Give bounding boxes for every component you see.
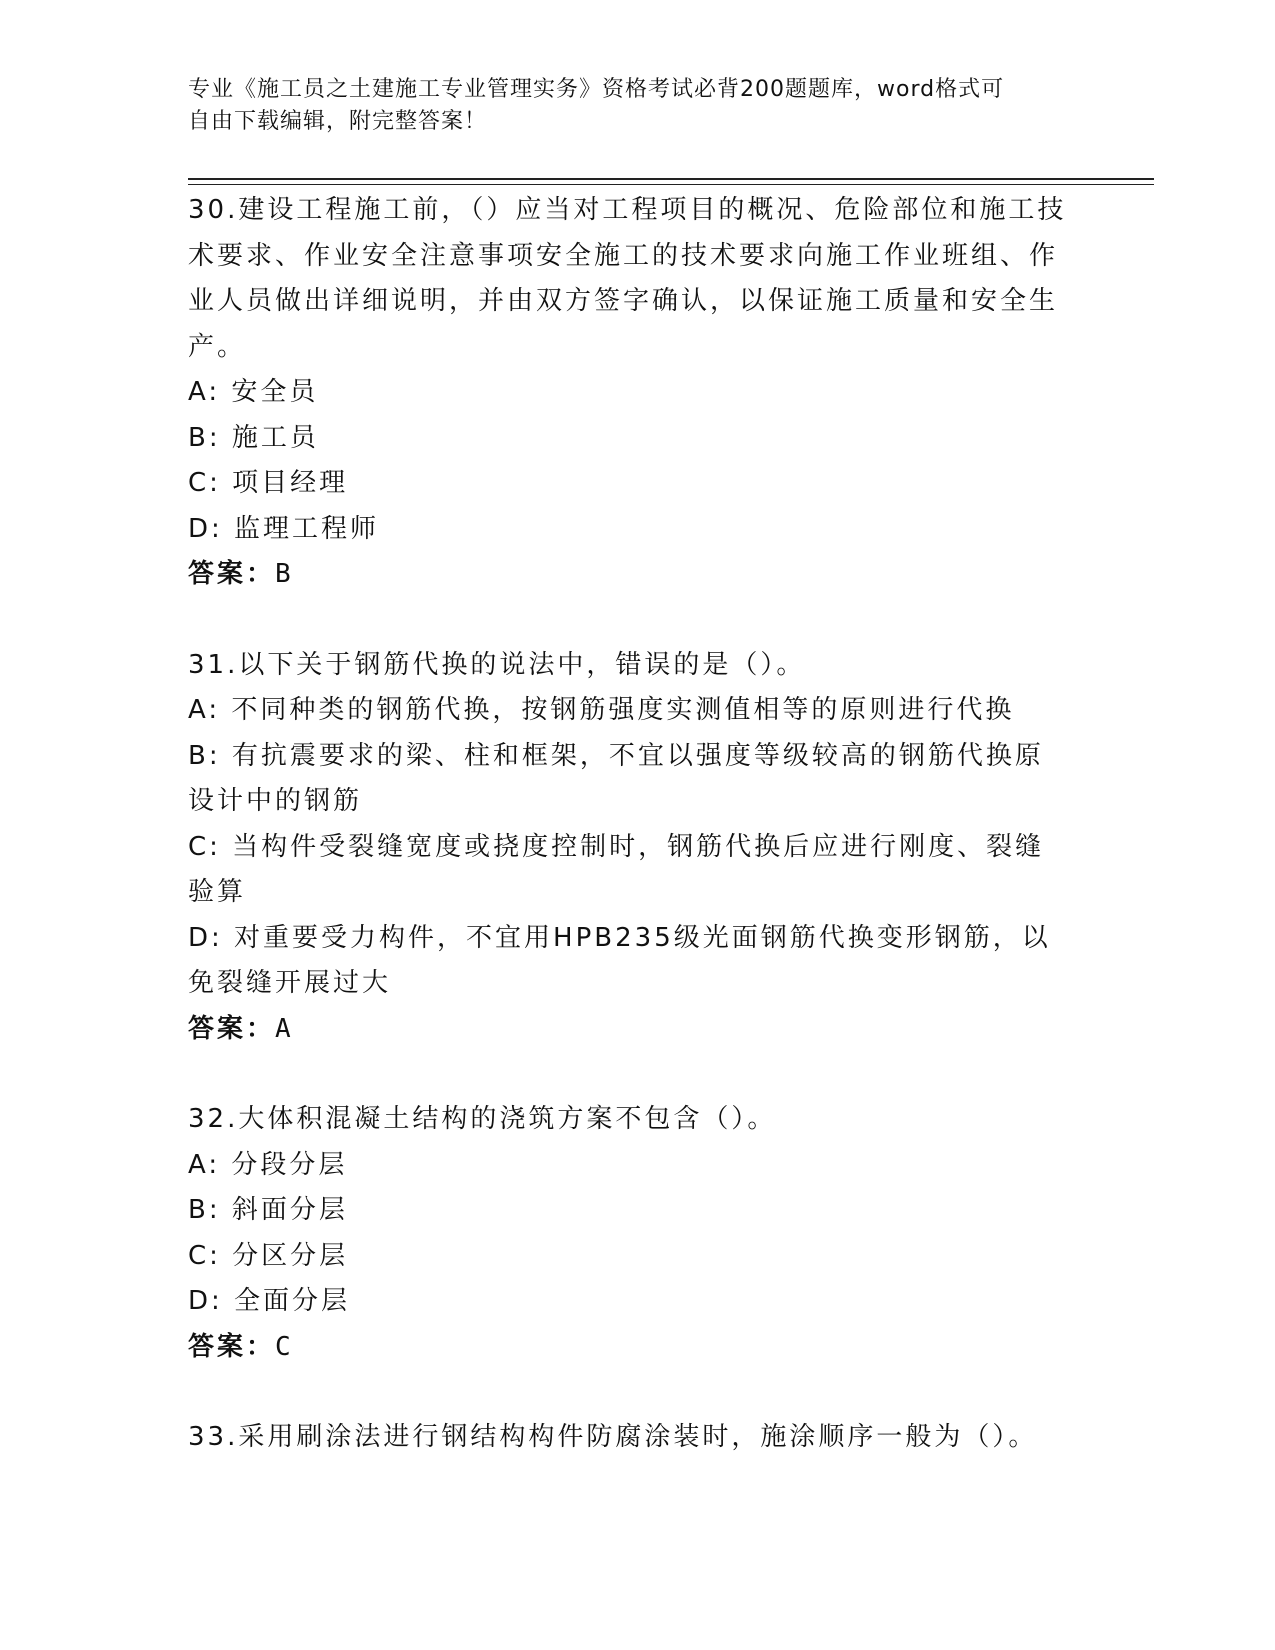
option-a: A: 安全员	[188, 377, 319, 407]
header-divider-thin	[188, 184, 1154, 185]
answer-line	[188, 1007, 1068, 1053]
question-text: 33.采用刷涂法进行钢结构构件防腐涂装时，施涂顺序一般为（）。	[188, 1422, 1038, 1452]
question-32	[188, 1097, 1068, 1370]
question-text: 32.大体积混凝土结构的浇筑方案不包含（）。	[188, 1104, 777, 1134]
question-text: 31.以下关于钢筋代换的说法中，错误的是（）。	[188, 649, 806, 680]
question-33	[188, 1415, 1068, 1461]
document-header	[188, 74, 1068, 138]
answer-label: 答案：	[188, 1331, 276, 1362]
answer-line	[188, 1325, 1068, 1371]
answer-line	[188, 552, 1068, 598]
header-line-2: 自由下载编辑，附完整答案！	[188, 109, 488, 134]
question-list	[188, 188, 1068, 1506]
option-d: D: 对重要受力构件，不宜用HPB235级光面钢筋代换变形钢筋，以免裂缝开展过大	[188, 922, 1051, 998]
question-31	[188, 643, 1068, 1053]
answer-value: C	[275, 1331, 294, 1362]
header-divider-thick	[188, 178, 1154, 180]
option-c: C: 项目经理	[188, 468, 349, 498]
option-c: C: 分区分层	[188, 1240, 349, 1271]
option-b: B: 斜面分层	[188, 1195, 348, 1225]
header-line-1: 专业《施工员之土建施工专业管理实务》资格考试必背200题题库，word格式可	[188, 77, 1005, 102]
option-b: B: 有抗震要求的梁、柱和框架，不宜以强度等级较高的钢筋代换原设计中的钢筋	[188, 740, 1044, 816]
option-a: A: 不同种类的钢筋代换，按钢筋强度实测值相等的原则进行代换	[188, 695, 1015, 725]
answer-label: 答案：	[188, 1013, 276, 1044]
option-d: D: 全面分层	[188, 1286, 351, 1316]
question-text: 30.建设工程施工前，（）应当对工程项目的概况、危险部位和施工技术要求、作业安全注意事项安全施工的技术要求向施工作业班组、作业人员做出详细说明，并由双方签字确认，以保证施工质量和安全生产。	[188, 195, 1067, 362]
option-b: B: 施工员	[188, 422, 319, 453]
answer-value: A	[275, 1013, 294, 1044]
answer-label: 答案：	[188, 559, 276, 589]
option-d: D: 监理工程师	[188, 513, 380, 544]
option-c: C: 当构件受裂缝宽度或挠度控制时，钢筋代换后应进行刚度、裂缝验算	[188, 831, 1045, 907]
option-a: A: 分段分层	[188, 1149, 348, 1180]
question-30	[188, 188, 1068, 598]
answer-value: B	[275, 559, 294, 589]
